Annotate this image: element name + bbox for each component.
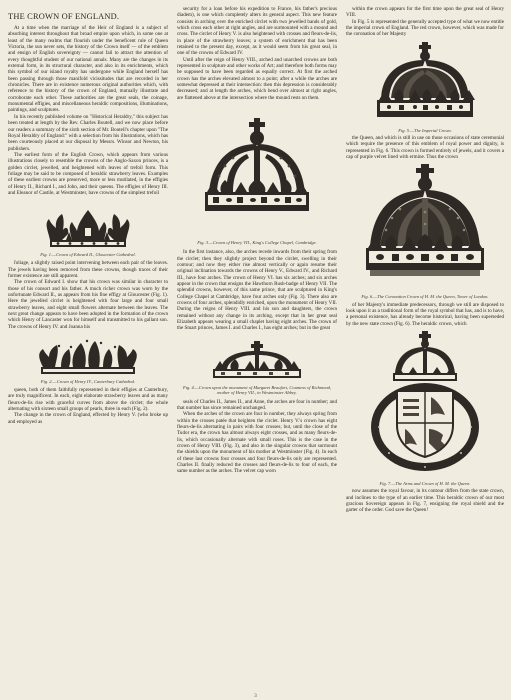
paragraph: Until after the reign of Henry VIII., arched and unarched crowns are both represented in sculpture and other works of Art; and therefore both forms may be supposed to have been regarded as equally correct. At first the arched crown has the arches elevated almost to a point; after a while the arches are somewhat depressed at their intersection: then this depression is considerably decreased; and at length the arches, which bend over almost at right angles, are flattened above at the intersection where the mound rests on them. xyxy=(177,56,337,101)
column-3 xyxy=(346,6,504,692)
figure-1-caption: Fig. 1.—Crown of Edward II., Gloucester Cathedral. xyxy=(40,251,136,257)
article-title: THE CROWN OF ENGLAND. xyxy=(8,12,120,21)
paragraph: seals of Charles II., James II., and Anne, the arches are four in number; and that number has since remained unchanged. xyxy=(177,398,337,411)
figure-6 xyxy=(346,162,504,299)
paragraph: At a time when the marriage of the Heir of England is a subject of absorbing interest throughout that broad empire upon which, in some one at least of the many realms that flourish under the beneficent rule of Queen Victoria, the sun never sets, the history of the Crown itself — of the emblem and ensign of English sovereignty — cannot fail to attract the attention of every thoughtful student of our national annals. Many are the changes in its external form, in its structural character, and also in its enrichments, which this symbol of our island royalty has undergone while England herself has been passing through those manifold vicissitudes that are recorded in her chronicles. There are in existence numerous original authorities which, with reference to the history of the crown of England, mutually illustrate and corroborate each other. These authorities are the great seals, the coinage, monumental effigies, and miscellaneous heraldic compositions, illuminations, paintings, and sculptures. xyxy=(8,25,168,114)
figure-5 xyxy=(346,40,504,133)
figure-7 xyxy=(346,329,504,486)
paragraph: In the first instance, also, the arches recede inwards from their spring from the circlet; then they slightly project beyond the circlet, swelling in their contour; and now they either rise almost vertically or again resume their original inclination towards the crowns of Henry V., Edward IV., and Richard III., have four arches. The crown of Henry VI. has six arches; and six arches appear in the crown that ensigns the Hawthorn Rush-badge of Henry VII. The splendid crowns, however, of this same prince, that are sculptured in King's College Chapel at Cambridge, have four arches only (Fig. 3). There also are crowns of four arches, splendidly enriched, upon the monument of Henry VII. During the reigns of Henry VIII. and his son and daughters, the crown remained without any change in its arching, except that in her great seal Elizabeth appears wearing a small chaplet having eight arches. The crown of the Stuart princes, James I. and Charles I., has eight arches; but in the great xyxy=(177,249,337,332)
paragraph: security for a loan before his expedition to France, his father's precious diadem), is one which completely alters its general aspect. This new feature consists in arching over the enriched circlet with two jewelled bands of gold, which cross each other at right angles, and are surmounted with a mound and cross. The circlet of Henry V. is also heightened with crosses and fleurs-de-lis, in place of the strawberry leaves; a system of enrichment that has been retained to the present day, except, as it would seem from his great seal, in one of the crowns of Edward IV. xyxy=(177,6,337,57)
column-1 xyxy=(8,6,168,692)
crown-henry-vii-illustration xyxy=(197,114,317,238)
imperial-crown-illustration xyxy=(373,40,477,126)
paragraph: In Fig. 5 is represented the generally accepted type of what we now entitle the imperial crown of England. The red crown, however, which was made for the coronation of her Majesty xyxy=(346,18,504,38)
paragraph: now assumes the royal favour, in its contour differs from the state crown, and inclines to the type of an earlier time. This heraldic crown of our most gracious Sovereign appears in Fig. 7, ensigning the royal shield and the garter of the order. God save the Queen! xyxy=(346,488,504,514)
figure-4-caption: Fig. 4.—Crown upon the monument of Margaret Beaufort, Countess of Richmond, mother of Henry VII., in Westminster Abbey. xyxy=(183,385,331,396)
crown-margaret-beaufort-illustration xyxy=(207,339,307,383)
figure-1 xyxy=(8,199,168,257)
paragraph: When the arches of the crown are four in number, they always spring from within the crosses patée that heighten the circlet. Henry V.'s crown has eight fleurs-de-lis alternating in pairs with four crosses; but, until the close of the Tudor era, the crown has almost always eight crosses, and as many fleurs-de-lis, which occasionally alternate with small roses. This is the case in the crown of Henry VIII. (Fig. 3), and also in the singular crowns that surmount the shields upon the monument of his mother at Westminster (Fig. 4). In each of these last crowns four crosses and four fleurs-de-lis only are represented. Charles II. finally reduced the crosses and fleurs-de-lis to four of each, the same number as the arches. The velvet cap worn xyxy=(177,411,337,475)
crown-edward-ii-illustration xyxy=(42,206,134,250)
paragraph: the Queen, and which is still in use on those occasions of state ceremonial which require the presence of this emblem of royal power and dignity, is represented in Fig. 6. This crown is formed entirely of jewels, and it covers a cap of purple velvet lined with ermine. Thus the crown xyxy=(346,135,504,161)
paragraph: of her Majesty's immediate predecessors, through we still are disposed to look upon it as a traditional form of the royal symbol that has, and is to have, a personal existence, has already become historical, having been superseded by the new state crown (Fig. 6). The heraldic crown, which xyxy=(346,301,504,327)
paragraph: foliage, a slightly raised point intervening between each pair of the leaves. The jewels having been removed from these crowns, though traces of their former existence are still apparent. xyxy=(8,260,168,279)
paragraph: In his recently published volume on "Historical Heraldry," this subject has been treated at length by the Rev. Charles Boutell, and we now place before our readers a summary of the sixth section of Mr. Boutell's chapter upon "The Royal Heraldry of England:" with a selection from his illustrations, which has been courteously placed at our disposal by Messrs. Winsor and Newton, his publishers. xyxy=(8,113,168,152)
paragraph: within the crown appears for the first time upon the great seal of Henry VIII. xyxy=(346,6,504,19)
paragraph: The crown of Edward I. show that his crown was similar in character to those of his consort and his father. A much richer crown was worn by the unfortunate Edward II., as appears from his fine effigy at Gloucester (Fig. 1). Here the jewelled circlet is heightened with four large and four small strawberry leaves, and eight small flowers alternate between the leaves. The next great change appears to have been adopted in the formation of the crown which Henry of Lancaster won for himself and transmitted to his gallant son. The crowns of Henry IV. and Joanna his xyxy=(8,279,168,330)
figure-2 xyxy=(8,332,168,384)
coronation-crown-illustration xyxy=(360,162,490,292)
paragraph: queen, both of them faithfully represented in their effigies at Canterbury, are truly magnificent. In each, eight elaborate strawberry leaves and as many fleurs-de-lis rise with graceful curves from above the circlet; the whole alternating with sixteen small groups of pearls, three in each (Fig. 2). xyxy=(8,387,168,413)
figure-7-caption: Fig. 7.—The Arms and Crown of H. M. the Queen. xyxy=(379,481,471,487)
paragraph: The earliest form of the English Crown, which appears from various illustrations closely to resemble the crowns of the Anglo-Saxon princes, is a golden circlet, jewelled, and heightened with leaves of trefoil form. This foliage may be said to be composed of heraldic strawberry leaves. Examples of these earliest crowns are preserved, more or less mutilated, in the effigies of Henry II., Richard I., and John, and their queens. The effigies of Henry III. and Eleanor of Castile, at Westminster, have crowns of the simplest trefoil xyxy=(8,151,168,196)
figure-5-caption: Fig. 5.—The Imperial Crown. xyxy=(398,127,452,133)
figure-3-caption: Fig. 3.—Crown of Henry VII., King's College Chapel, Cambridge. xyxy=(197,239,317,245)
royal-arms-illustration xyxy=(365,329,485,479)
figure-3 xyxy=(177,105,337,245)
figure-2-caption: Fig. 2.—Crown of Henry IV., Canterbury Cathedral. xyxy=(40,378,136,384)
column-2 xyxy=(177,6,337,692)
paragraph: The change in the crown of England, effected by Henry V. (who broke up and employed as xyxy=(8,412,168,425)
page-number: 3 xyxy=(254,694,257,699)
figure-6-caption: Fig. 6.—The Coronation Crown of H. M. the Queen, Tower of London. xyxy=(361,294,489,300)
figure-4 xyxy=(177,334,337,396)
crown-henry-iv-illustration xyxy=(33,337,143,377)
